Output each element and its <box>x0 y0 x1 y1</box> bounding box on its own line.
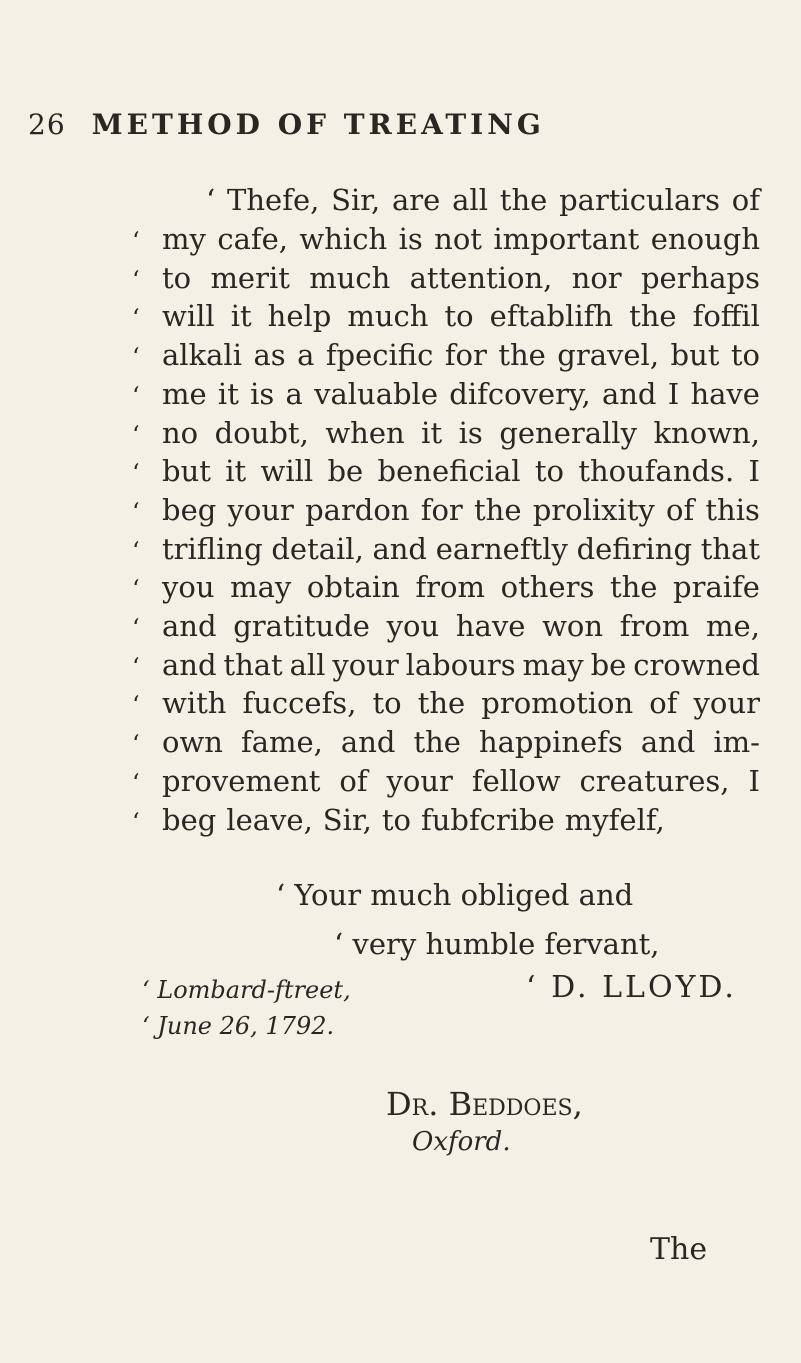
letter-line <box>162 606 760 646</box>
word: I <box>748 764 760 798</box>
word: and <box>162 648 217 682</box>
word: a <box>297 338 315 372</box>
margin-quote: ‘ <box>132 266 140 294</box>
word: the <box>609 570 658 604</box>
word: you <box>386 609 440 643</box>
word: be <box>590 648 627 682</box>
date-line: ‘ June 26, 1792. <box>142 1012 335 1040</box>
word: will <box>260 454 314 488</box>
word: gravel, <box>557 338 660 372</box>
letter-line <box>162 374 760 414</box>
margin-quote: ‘ <box>132 614 140 642</box>
letter-first-line <box>206 180 760 220</box>
word: I <box>748 454 760 488</box>
word: that <box>700 532 760 566</box>
word: from <box>415 570 486 604</box>
word: fpecific <box>325 338 434 372</box>
word: gratitude <box>233 609 370 643</box>
word: the <box>473 493 522 527</box>
margin-quote: ‘ <box>132 691 140 719</box>
word: creatures, <box>579 764 730 798</box>
word: and <box>601 377 657 411</box>
word: which <box>299 222 388 256</box>
word: beg <box>162 803 217 837</box>
word: Sir, <box>322 803 372 837</box>
word: to <box>372 686 402 720</box>
word: you <box>162 570 215 604</box>
margin-quote: ‘ <box>132 575 140 603</box>
word: that <box>223 648 283 682</box>
word: to <box>162 261 192 295</box>
word: trifling <box>162 532 263 566</box>
word: help <box>267 299 332 333</box>
letter-line <box>162 722 760 762</box>
catchword: The <box>650 1232 708 1267</box>
word: this <box>705 493 760 527</box>
word: it <box>230 299 252 333</box>
word: obtain <box>306 570 400 604</box>
letter-line <box>162 219 760 259</box>
word: to <box>381 803 411 837</box>
margin-quote: ‘ <box>132 227 140 255</box>
letter-line <box>162 335 760 375</box>
word: for <box>444 338 487 372</box>
margin-quote: ‘ <box>132 653 140 681</box>
word: known, <box>653 416 760 450</box>
word: me, <box>706 609 760 643</box>
addressee-place: Oxford. <box>412 1127 511 1157</box>
word: for <box>420 493 463 527</box>
word: it <box>217 377 239 411</box>
word: it <box>225 454 247 488</box>
first-line-word: of <box>731 183 760 217</box>
word: own <box>162 725 223 759</box>
word: cafe, <box>217 222 288 256</box>
letter-line <box>162 490 760 530</box>
letter-line <box>162 645 760 685</box>
first-line-word: the <box>499 183 548 217</box>
word: detail, <box>271 532 364 566</box>
word: my <box>162 222 206 256</box>
word: no <box>162 416 199 450</box>
word: praife <box>673 570 760 604</box>
word: fame, <box>240 725 323 759</box>
margin-quote: ‘ <box>132 304 140 332</box>
word: crowned <box>633 648 760 682</box>
word: it <box>421 416 443 450</box>
word: but <box>162 454 211 488</box>
margin-quote: ‘ <box>132 498 140 526</box>
closing-line-2: ‘ very humble fervant, <box>334 927 660 961</box>
first-line-word: particulars <box>559 183 720 217</box>
word: difcovery, <box>449 377 591 411</box>
word: of <box>339 764 368 798</box>
word: much <box>309 261 391 295</box>
word: generally <box>499 416 637 450</box>
word: to <box>730 338 760 372</box>
word: fuccefs, <box>242 686 357 720</box>
word: me <box>162 377 207 411</box>
word: won <box>542 609 604 643</box>
word: leave, <box>226 803 313 837</box>
word: labours <box>405 648 516 682</box>
letter-line <box>162 529 760 569</box>
word: of <box>649 686 678 720</box>
page-number: 26 <box>28 108 66 141</box>
word: the <box>413 725 461 759</box>
opening-quote: ‘ <box>206 183 216 217</box>
first-line-word: Sir, <box>331 183 381 217</box>
word: alkali <box>162 338 242 372</box>
word: the <box>629 299 677 333</box>
addressee-name: Dr. Beddoes, <box>386 1085 583 1123</box>
word: doubt, <box>214 416 309 450</box>
word: thoufands. <box>578 454 735 488</box>
letter-line <box>162 683 760 723</box>
margin-quote: ‘ <box>132 382 140 410</box>
word: beg <box>162 493 217 527</box>
word: your <box>227 493 294 527</box>
word: others <box>500 570 595 604</box>
address-line: ‘ Lombard-ftreet, <box>142 976 351 1004</box>
word: earneftly <box>435 532 568 566</box>
word: have <box>690 377 760 411</box>
word: and <box>640 725 696 759</box>
word: is <box>458 416 483 450</box>
word: promotion <box>481 686 634 720</box>
word: and <box>340 725 396 759</box>
word: of <box>666 493 695 527</box>
word: valuable <box>314 377 438 411</box>
letter-line <box>162 451 760 491</box>
word: your <box>332 648 399 682</box>
word: is <box>250 377 275 411</box>
first-line-word: all <box>452 183 488 217</box>
word: fubfcribe <box>420 803 555 837</box>
word: all <box>289 648 326 682</box>
margin-quote: ‘ <box>132 421 140 449</box>
word: have <box>455 609 526 643</box>
word: and <box>372 532 427 566</box>
word: fellow <box>471 764 561 798</box>
word: pardon <box>305 493 410 527</box>
signature: ‘ D. LLOYD. <box>526 970 737 1005</box>
word: beneficial <box>377 454 521 488</box>
word: the <box>417 686 466 720</box>
letter-line <box>162 800 760 840</box>
word: when <box>325 416 405 450</box>
word: enough <box>650 222 760 256</box>
word: from <box>619 609 690 643</box>
word: im- <box>713 725 760 759</box>
running-header <box>28 108 748 141</box>
word: your <box>386 764 453 798</box>
closing-line-1: ‘ Your much obliged and <box>276 878 634 912</box>
word: may <box>522 648 584 682</box>
margin-quote: ‘ <box>132 808 140 836</box>
word: attention, <box>409 261 553 295</box>
word: the <box>498 338 546 372</box>
word: myfelf, <box>564 803 665 837</box>
margin-quote: ‘ <box>132 769 140 797</box>
word: eftablifh <box>489 299 614 333</box>
word: provement <box>162 764 321 798</box>
word: be <box>327 454 364 488</box>
letter-line <box>162 567 760 607</box>
letter-line <box>162 296 760 336</box>
word: happinefs <box>478 725 623 759</box>
running-title: METHOD OF TREATING <box>91 108 545 141</box>
letter-line <box>162 413 760 453</box>
word: may <box>230 570 292 604</box>
word: I <box>667 377 680 411</box>
margin-quote: ‘ <box>132 537 140 565</box>
word: much <box>347 299 429 333</box>
margin-quote: ‘ <box>132 343 140 371</box>
word: and <box>162 609 217 643</box>
word: important <box>493 222 640 256</box>
first-line-word: Thefe, <box>227 183 320 217</box>
margin-quote: ‘ <box>132 459 140 487</box>
word: prolixity <box>532 493 655 527</box>
margin-quote: ‘ <box>132 730 140 758</box>
word: is <box>398 222 423 256</box>
word: to <box>534 454 564 488</box>
word: foffil <box>692 299 760 333</box>
word: will <box>162 299 215 333</box>
word: not <box>434 222 482 256</box>
first-line-word: are <box>392 183 441 217</box>
word: but <box>670 338 720 372</box>
word: with <box>162 686 227 720</box>
letter-line <box>162 258 760 298</box>
word: as <box>253 338 286 372</box>
word: defiring <box>576 532 693 566</box>
word: a <box>285 377 303 411</box>
word: merit <box>210 261 290 295</box>
letter-line <box>162 761 760 801</box>
word: your <box>693 686 760 720</box>
word: perhaps <box>640 261 760 295</box>
word: nor <box>571 261 622 295</box>
word: to <box>444 299 474 333</box>
